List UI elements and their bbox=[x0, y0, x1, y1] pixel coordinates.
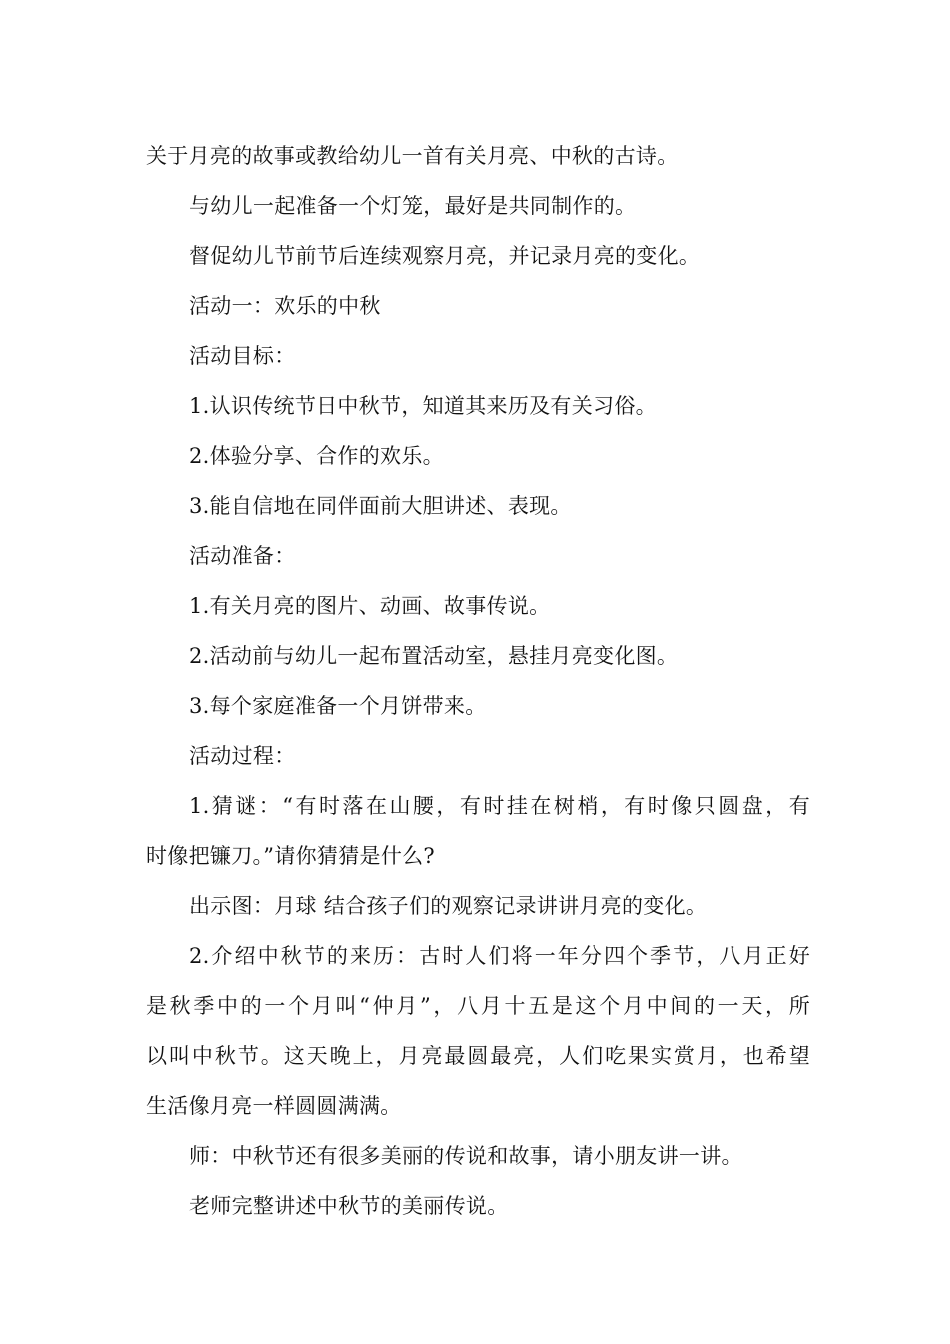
section-heading-process: 活动过程： bbox=[189, 744, 296, 768]
paragraph-line-riddle: 1.猜谜：“有时落在山腰，有时挂在树梢，有时像只圆盘，有 bbox=[189, 794, 810, 818]
paragraph-line-observe-moon: 督促幼儿节前节后连续观察月亮，并记录月亮的变化。 bbox=[189, 244, 701, 268]
paragraph-line-story-poem: 关于月亮的故事或教给幼儿一首有关月亮、中秋的古诗。 bbox=[146, 144, 679, 168]
paragraph-line-lantern: 与幼儿一起准备一个灯笼，最好是共同制作的。 bbox=[189, 194, 637, 218]
section-heading-goals: 活动目标： bbox=[189, 344, 296, 368]
paragraph-line-origin-cont-1: 是秋季中的一个月叫“仲月”，八月十五是这个月中间的一天，所 bbox=[146, 994, 810, 1018]
list-item-prep-2: 2.活动前与幼儿一起布置活动室，悬挂月亮变化图。 bbox=[189, 644, 679, 668]
document-body bbox=[146, 131, 810, 1231]
list-item-prep-3: 3.每个家庭准备一个月饼带来。 bbox=[189, 694, 487, 718]
paragraph-line-origin: 2.介绍中秋节的来历：古时人们将一年分四个季节，八月正好 bbox=[189, 944, 810, 968]
list-item-goal-1: 1.认识传统节日中秋节，知道其来历及有关习俗。 bbox=[189, 394, 657, 418]
paragraph-line-teacher-prompt: 师：中秋节还有很多美丽的传说和故事，请小朋友讲一讲。 bbox=[189, 1144, 743, 1168]
paragraph-line-teacher-story: 老师完整讲述中秋节的美丽传说。 bbox=[189, 1194, 509, 1218]
list-item-goal-2: 2.体验分享、合作的欢乐。 bbox=[189, 444, 444, 468]
list-item-prep-1: 1.有关月亮的图片、动画、故事传说。 bbox=[189, 594, 551, 618]
section-heading-preparation: 活动准备： bbox=[189, 544, 296, 568]
paragraph-line-riddle-cont: 时像把镰刀。”请你猜猜是什么? bbox=[146, 844, 435, 868]
list-item-goal-3: 3.能自信地在同伴面前大胆讲述、表现。 bbox=[189, 494, 572, 518]
paragraph-line-show-picture: 出示图：月球 结合孩子们的观察记录讲讲月亮的变化。 bbox=[189, 894, 708, 918]
paragraph-line-origin-cont-2: 以叫中秋节。这天晚上，月亮最圆最亮，人们吃果实赏月，也希望 bbox=[146, 1044, 810, 1068]
paragraph-line-origin-cont-3: 生活像月亮一样圆圆满满。 bbox=[146, 1094, 402, 1118]
section-heading-activity-one: 活动一：欢乐的中秋 bbox=[189, 294, 381, 318]
